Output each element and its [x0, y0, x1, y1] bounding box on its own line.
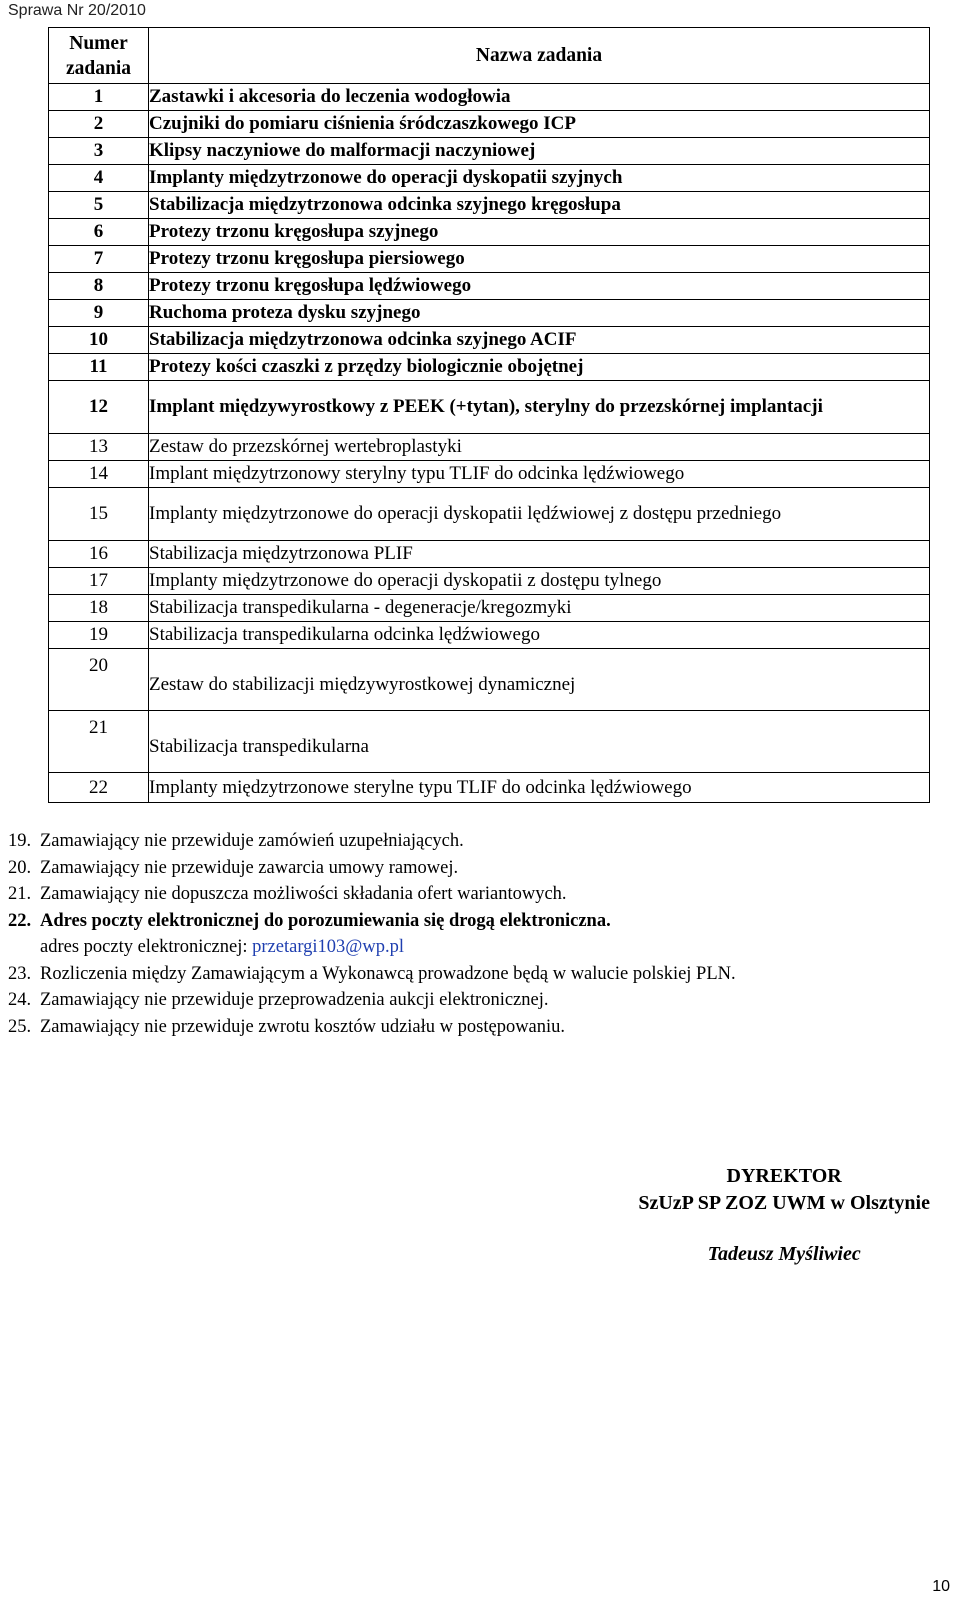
- task-number: 13: [49, 434, 149, 461]
- note-text: Zamawiający nie przewiduje zawarcia umowy ramowej.: [40, 857, 459, 878]
- task-number: 20: [49, 649, 149, 711]
- task-number: 14: [49, 461, 149, 488]
- task-name: Stabilizacja międzytrzonowa odcinka szyjnego kręgosłupa: [149, 192, 930, 219]
- note-item: [8, 1014, 953, 1041]
- signature-name: Tadeusz Myśliwiec: [707, 1243, 861, 1265]
- task-number: 10: [49, 327, 149, 354]
- note-item: [8, 881, 953, 908]
- note-item: [8, 961, 953, 988]
- note-number: 22.: [8, 910, 32, 931]
- task-name: Czujniki do pomiaru ciśnienia śródczaszkowego ICP: [149, 111, 930, 138]
- note-item: [8, 987, 953, 1014]
- note-item: [8, 908, 953, 935]
- email-link[interactable]: przetargi103@wp.pl: [252, 937, 404, 957]
- table-row: [49, 138, 930, 165]
- task-name: Ruchoma proteza dysku szyjnego: [149, 300, 930, 327]
- note-text: Zamawiający nie przewiduje przeprowadzenia aukcji elektronicznej.: [40, 990, 549, 1010]
- table-row: [49, 192, 930, 219]
- task-number: 5: [49, 192, 149, 219]
- task-number: 21: [49, 711, 149, 773]
- task-name: Implanty międzytrzonowe do operacji dyskopatii szyjnych: [149, 165, 930, 192]
- task-number: 9: [49, 300, 149, 327]
- signature-title: DYREKTOR: [726, 1165, 842, 1187]
- table-row: [49, 541, 930, 568]
- note-text: Zamawiający nie dopuszcza możliwości składania ofert wariantowych.: [40, 884, 567, 904]
- note-number: 24.: [8, 990, 32, 1010]
- note-text: Zamawiający nie przewiduje zamówień uzupełniających.: [40, 831, 464, 851]
- task-number: 6: [49, 219, 149, 246]
- table-row: [49, 381, 930, 434]
- table-row: [49, 300, 930, 327]
- task-name: Zastawki i akcesoria do leczenia wodogłowia: [149, 84, 930, 111]
- task-number: 7: [49, 246, 149, 273]
- signature-block: [638, 1163, 930, 1268]
- task-number: 2: [49, 111, 149, 138]
- note-number: 19.: [8, 831, 32, 851]
- task-number: 11: [49, 354, 149, 381]
- table-row: [49, 165, 930, 192]
- task-name: Protezy trzonu kręgosłupa lędźwiowego: [149, 273, 930, 300]
- table-row: [49, 568, 930, 595]
- note-number: 25.: [8, 1016, 32, 1037]
- table-row: [49, 434, 930, 461]
- task-name: Klipsy naczyniowe do malformacji naczyniowej: [149, 138, 930, 165]
- task-number: 8: [49, 273, 149, 300]
- note-text: Adres poczty elektronicznej do porozumiewania się drogą elektroniczna.: [40, 910, 611, 931]
- table-row: [49, 273, 930, 300]
- task-number: 1: [49, 84, 149, 111]
- task-number: 15: [49, 488, 149, 541]
- task-number: 22: [49, 773, 149, 803]
- table-row: [49, 622, 930, 649]
- table-row: [49, 711, 930, 773]
- task-name: Stabilizacja transpedikularna odcinka lędźwiowego: [149, 622, 930, 649]
- note-text: Zamawiający nie przewiduje zwrotu kosztów udziału w postępowaniu.: [40, 1016, 566, 1037]
- table-row: [49, 246, 930, 273]
- task-name: Stabilizacja międzytrzonowa odcinka szyjnego ACIF: [149, 327, 930, 354]
- task-name: Zestaw do stabilizacji międzywyrostkowej dynamicznej: [149, 649, 930, 711]
- task-number: 17: [49, 568, 149, 595]
- task-name: Protezy trzonu kręgosłupa szyjnego: [149, 219, 930, 246]
- email-label: adres poczty elektronicznej:: [40, 937, 253, 957]
- note-number: 23.: [8, 963, 32, 984]
- task-number: 19: [49, 622, 149, 649]
- task-number: 4: [49, 165, 149, 192]
- task-number: 16: [49, 541, 149, 568]
- case-number: Sprawa Nr 20/2010: [8, 2, 146, 19]
- task-name: Stabilizacja międzytrzonowa PLIF: [149, 541, 930, 568]
- page-number: 10: [932, 1578, 950, 1595]
- note-item: [8, 828, 953, 855]
- task-name: Protezy kości czaszki z przędzy biologicznie obojętnej: [149, 354, 930, 381]
- task-name: Implanty międzytrzonowe do operacji dyskopatii lędźwiowej z dostępu przedniego: [149, 488, 930, 541]
- table-row: [49, 219, 930, 246]
- signature-institution: SzUzP SP ZOZ UWM w Olsztynie: [638, 1192, 930, 1214]
- table-row: [49, 84, 930, 111]
- task-name: Implanty międzytrzonowe sterylne typu TLIF do odcinka lędźwiowego: [149, 773, 930, 803]
- tasks-table: [48, 27, 930, 803]
- note-item: [8, 855, 953, 882]
- table-row: [49, 595, 930, 622]
- task-name: Implanty międzytrzonowe do operacji dyskopatii z dostępu tylnego: [149, 568, 930, 595]
- note-number: 20.: [8, 857, 32, 878]
- table-row: [49, 354, 930, 381]
- notes-list: [8, 828, 953, 1040]
- task-name: Stabilizacja transpedikularna - degeneracje/kregozmyki: [149, 595, 930, 622]
- table-header-row: [49, 28, 930, 84]
- table-row: [49, 461, 930, 488]
- column-header-number: Numer zadania: [49, 28, 149, 84]
- email-line: [8, 934, 953, 961]
- table-row: [49, 773, 930, 803]
- table-row: [49, 327, 930, 354]
- table-row: [49, 649, 930, 711]
- task-name: Protezy trzonu kręgosłupa piersiowego: [149, 246, 930, 273]
- table-row: [49, 488, 930, 541]
- task-number: 18: [49, 595, 149, 622]
- task-name: Implant międzytrzonowy sterylny typu TLIF do odcinka lędźwiowego: [149, 461, 930, 488]
- task-name: Stabilizacja transpedikularna: [149, 711, 930, 773]
- task-name: Zestaw do przezskórnej wertebroplastyki: [149, 434, 930, 461]
- column-header-name: Nazwa zadania: [149, 28, 930, 84]
- note-text: Rozliczenia między Zamawiającym a Wykonawcą prowadzone będą w walucie polskiej PLN.: [40, 963, 736, 984]
- task-number: 12: [49, 381, 149, 434]
- table-row: [49, 111, 930, 138]
- task-number: 3: [49, 138, 149, 165]
- task-name: Implant międzywyrostkowy z PEEK (+tytan), sterylny do przezskórnej implantacji: [149, 381, 930, 434]
- note-number: 21.: [8, 884, 32, 904]
